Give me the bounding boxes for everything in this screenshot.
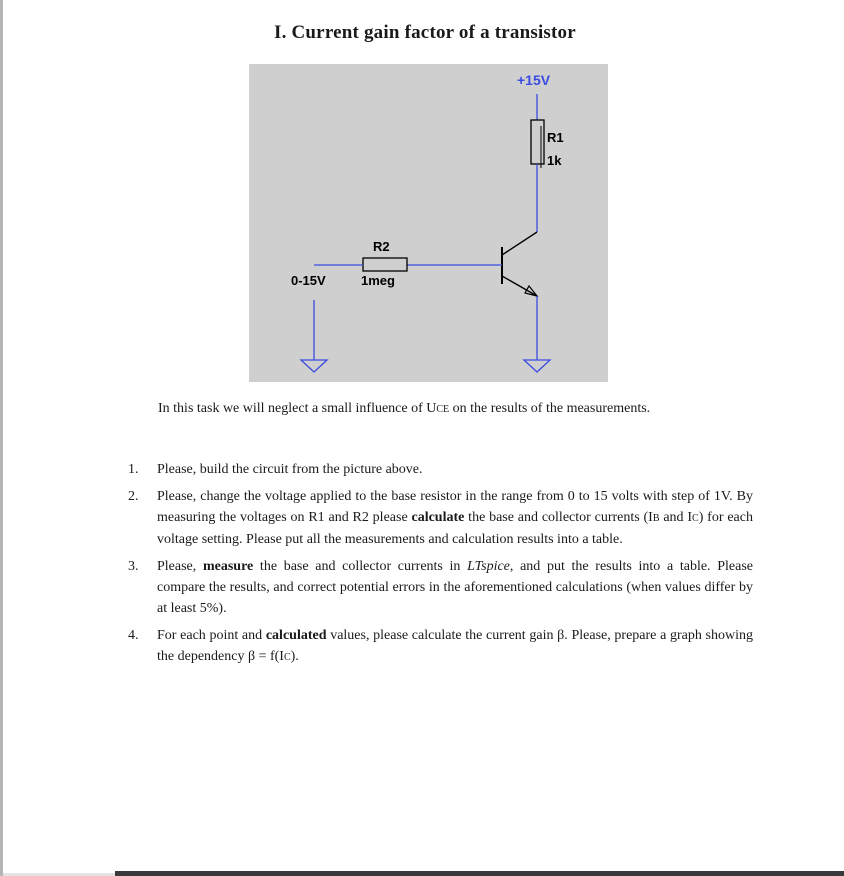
circuit-schematic <box>249 64 608 382</box>
step-item-1 <box>128 459 753 480</box>
ltspice-name: LTspice <box>467 559 510 574</box>
step-text: Please, build the circuit from the picture above. <box>157 462 423 477</box>
task-steps-list <box>128 459 753 668</box>
emphasis-calculate: calculate <box>411 510 465 525</box>
step-item-3: 3. Please, measure the base and collector currents in LTspice, and put the results into a table. Please compare the results, and correct potential errors in the aforementioned calculations (when values differ by at least 5%). <box>128 556 753 619</box>
step-number: 3. <box>128 559 139 574</box>
schematic-background <box>249 64 608 382</box>
r1-value: 1k <box>547 153 562 168</box>
supply-label: +15V <box>517 72 551 88</box>
r2-value: 1meg <box>361 273 395 288</box>
step-item-4: 4. For each point and calculated values, please calculate the current gain β. Please, prepare a graph showing the dependency β = f(IC). <box>128 625 753 668</box>
emphasis-calculated: calculated <box>265 628 327 643</box>
r2-name: R2 <box>373 239 390 254</box>
r1-name: R1 <box>547 130 564 145</box>
bottom-edge-bar <box>115 871 844 876</box>
left-edge-rule <box>0 0 3 876</box>
page-title: I. Current gain factor of a transistor <box>274 22 576 43</box>
step-number: 4. <box>128 628 139 643</box>
intro-paragraph: In this task we will neglect a small influence of UCE on the results of the measurements. <box>158 401 651 416</box>
intro-subscript: CE <box>436 404 450 415</box>
emphasis-measure: measure <box>202 559 254 574</box>
step-number: 2. <box>128 489 139 504</box>
step-number: 1. <box>128 462 139 477</box>
step-item-2: 2. Please, change the voltage applied to the base resistor in the range from 0 to 15 volts with step of 1V. By measuring the voltages on R1 and R2 please calculate the base and collector currents (IB and IC) for each voltage setting. Please put all the measurements and calculation results into a table. <box>128 486 753 550</box>
source-label: 0-15V <box>291 273 326 288</box>
